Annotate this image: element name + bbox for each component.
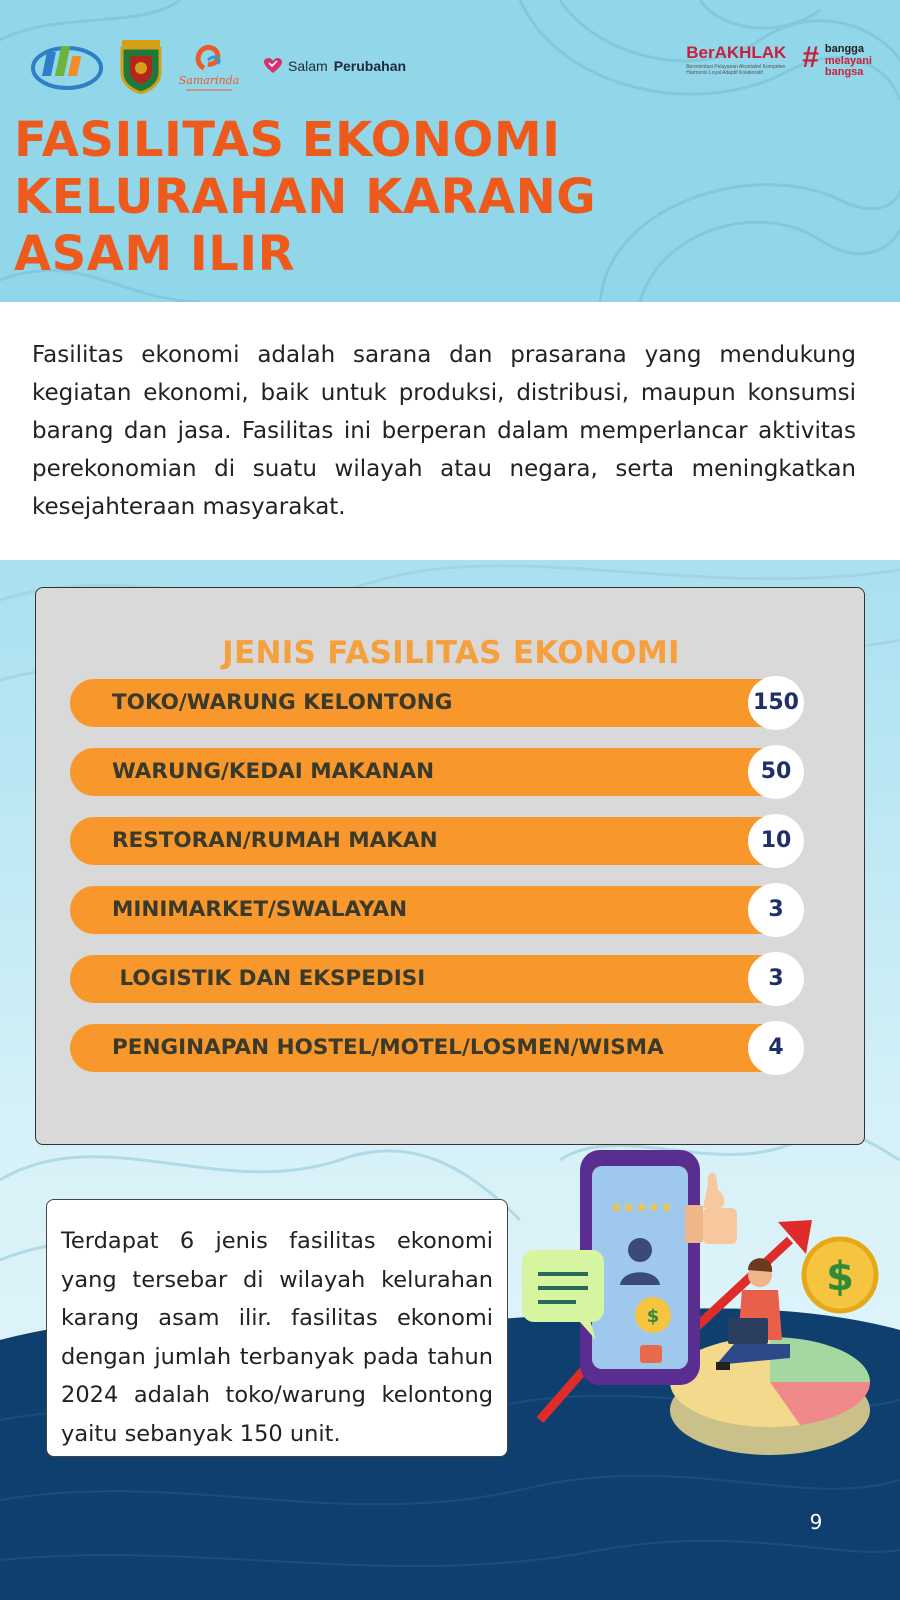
samarinda-logo-icon [178, 38, 240, 94]
facility-bar [70, 955, 802, 1003]
facility-label: MINIMARKET/SWALAYAN [112, 897, 408, 922]
logo-row [30, 38, 406, 94]
title-line: KELURAHAN KARANG [14, 169, 597, 225]
facility-count: 3 [748, 952, 804, 1006]
facility-label: TOKO/WARUNG KELONTONG [112, 690, 453, 715]
salam-perubahan [264, 58, 406, 74]
page-title [14, 112, 654, 283]
page-number: 9 [809, 1510, 823, 1534]
salam-prefix: Salam [288, 58, 328, 74]
facility-label: PENGINAPAN HOSTEL/MOTEL/LOSMEN/WISMA [112, 1035, 664, 1060]
hashtag-icon: # [802, 41, 819, 74]
title-line: FASILITAS EKONOMI [14, 112, 561, 168]
summary-text: Terdapat 6 jenis fasilitas ekonomi yang tersebar di wilayah kelurahan karang asam ilir. fasilitas ekonomi dengan jumlah terbanyak pada tahun 2024 adalah toko/warung kelontong yaitu sebanyak 150 unit. [61, 1228, 493, 1447]
berakhlak-logo [686, 41, 872, 79]
facility-count: 10 [748, 814, 804, 868]
facility-label: WARUNG/KEDAI MAKANAN [112, 759, 435, 784]
title-line: ASAM ILIR [14, 226, 296, 282]
intro-text: Fasilitas ekonomi adalah sarana dan prasarana yang mendukung kegiatan ekonomi, baik untuk produksi, distribusi, maupun konsumsi barang dan jasa. Fasilitas ini berperan dalam memperlancar aktivitas perekonomian di suatu wilayah atau negara, serta meningkatkan kesejahteraan masyarakat. [32, 342, 856, 520]
facility-bar [70, 748, 802, 796]
svg-text:★★★★★: ★★★★★ [610, 1200, 673, 1216]
bps-logo-icon [30, 38, 104, 94]
salam-bold: Perubahan [333, 58, 407, 74]
heart-icon [264, 58, 282, 74]
facility-bar [70, 679, 802, 727]
summary-box [46, 1199, 508, 1457]
facility-label: LOGISTIK DAN EKSPEDISI [112, 966, 426, 991]
tag-line: bangsa [824, 66, 864, 79]
city-crest-icon [114, 38, 168, 94]
facility-count: 50 [748, 745, 804, 799]
samarinda-logo-text: Samarinda [178, 74, 240, 87]
facility-bar [70, 886, 802, 934]
facilities-title: JENIS FASILITAS EKONOMI [222, 635, 680, 671]
coin-symbol-large: $ [826, 1254, 854, 1300]
berakhlak-title: BerAKHLAK [686, 43, 787, 62]
facility-count: 3 [748, 883, 804, 937]
tag-line: bangga [824, 43, 865, 55]
phone-rating-growth-icon [520, 1150, 900, 1480]
facility-label: RESTORAN/RUMAH MAKAN [112, 828, 438, 853]
facility-bar [70, 1024, 802, 1072]
berakhlak-subtitle: Berorientasi Pelayanan Akuntabel Kompeten Harmonis Loyal Adaptif Kolaboratif [686, 64, 786, 76]
tag-line: melayani [824, 54, 872, 67]
facilities-panel [35, 587, 865, 1145]
coin-symbol-small: $ [646, 1306, 660, 1327]
facility-count: 150 [748, 676, 804, 730]
facility-bar [70, 817, 802, 865]
intro-section [0, 302, 900, 560]
facility-count: 4 [748, 1021, 804, 1075]
bangga-melayani-bangsa [825, 44, 872, 79]
